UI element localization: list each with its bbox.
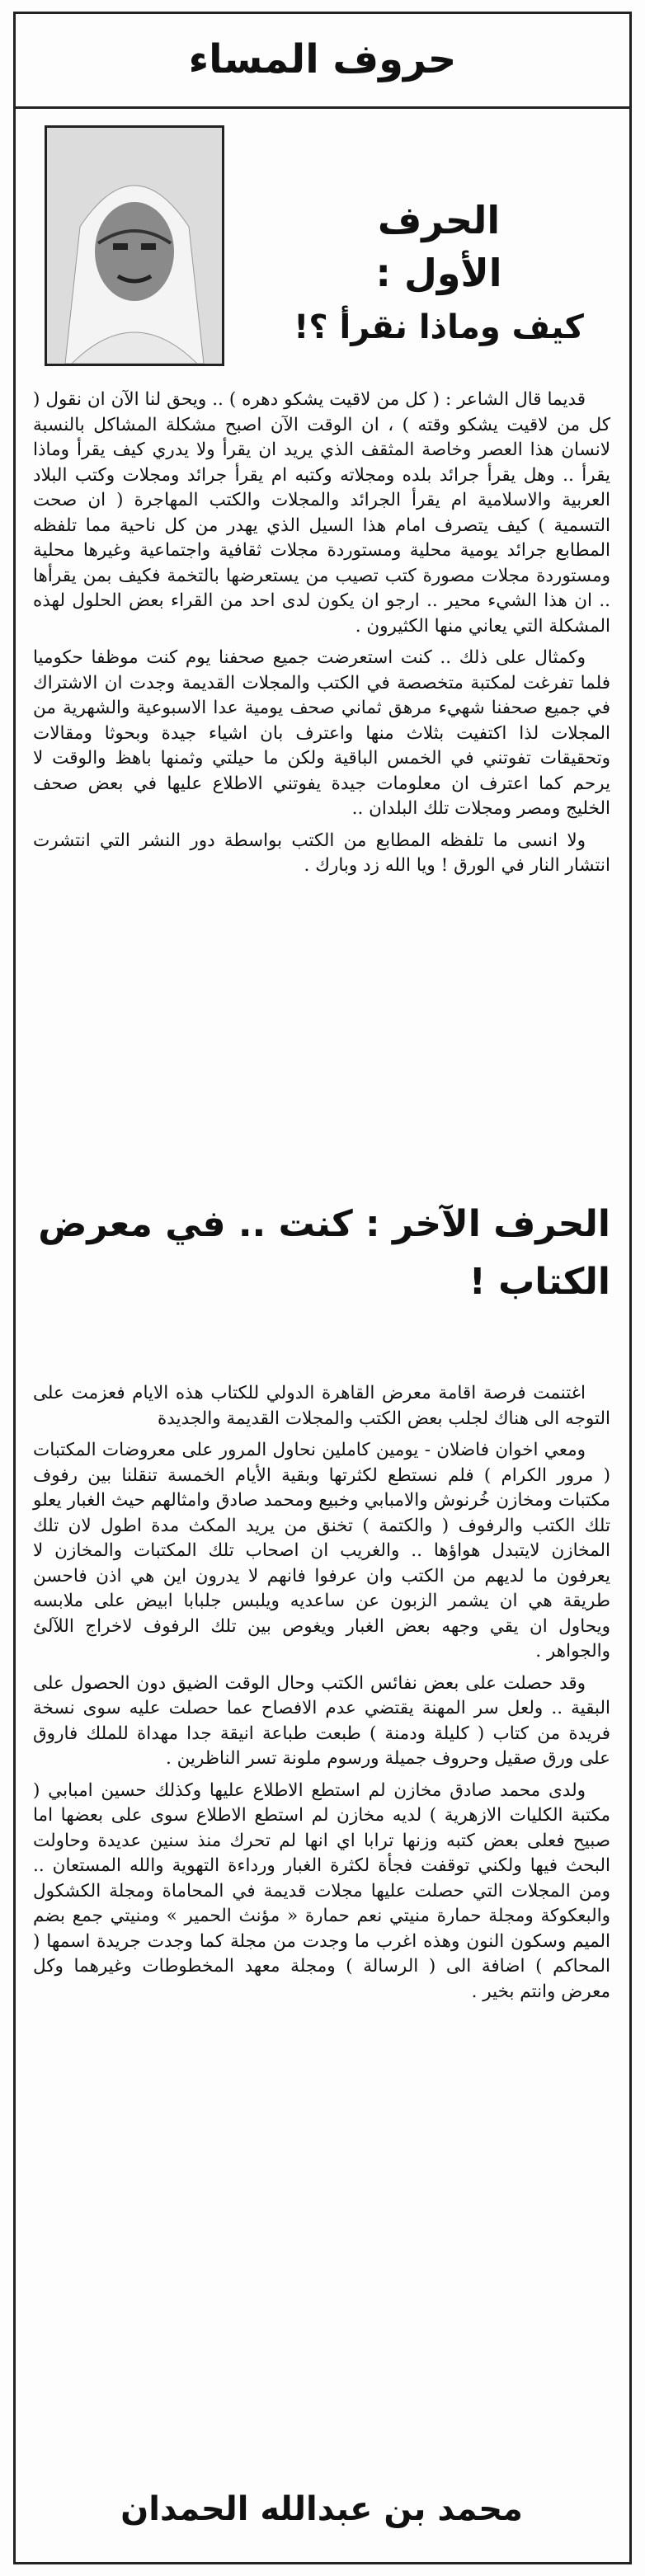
paragraph: وقد حصلت على بعض نفائس الكتب وحال الوقت الضيق دون الحصول على البقية .. ولعل سر المهنة يقتضي عدم الافصاح عما حصلت عليه سوى نسخة فريدة من كتاب ( كليلة ودمنة ) طبعت طباعة انيقة جدا مهداة للملك فاروق على ورق صقيل وحروف جميلة ورسوم ملونة تسر الناظرين . xyxy=(33,1672,610,1769)
column-title: حروف المساء xyxy=(188,35,457,82)
section-two-body xyxy=(33,1381,610,2011)
intro-line-2: الأول : xyxy=(375,251,502,295)
author-signature: محمد بن عبدالله الحمدان xyxy=(120,2490,523,2528)
paragraph: قديما قال الشاعر : ( كل من لاقيت يشكو دهره ) .. ويحق لنا الآن ان نقول ( كل من لاقيت يشكو وقته ) ، ان الوقت الآن اصبح مشكلة المشاكل بالنسبة لانسان هذا العصر وخاصة المثقف الذي يريد ان يقرأ ولا يدري كيف يقرأ وماذا يقرأ .. وهل يقرأ جرائد بلده ومجلاته وكتبه ام يقرأ جرائد ومجلات وكتب البلاد العربية والاسلامية ام يقرأ الجرائد والمجلات والكتب المهاجرة ( ان صحت التسمية ) كيف يتصرف امام هذا السيل الذي يهدر من كل ناحية مما تلفظه المطابع جرائد يومية محلية ومستوردة مجلات ثقافية واجتماعية وغيرها محلية ومستوردة مجلات مصورة كتب تصيب من يستعرضها بالتخمة فكيف بمن يقرأها .. ان هذا الشيء محير .. ارجو ان يكون لدى احد من القراء بعض الحلول لهذه المشكلة التي يعاني منها الكثيرون . xyxy=(33,389,610,637)
paragraph: اغتنمت فرصة اقامة معرض القاهرة الدولي للكتاب هذه الايام فعزمت على التوجه الى هناك لجلب بعض الكتب والمجلات القديمة والجديدة xyxy=(33,1383,610,1429)
author-portrait-image xyxy=(47,128,222,364)
paragraph: ولدى محمد صادق مخازن لم استطع الاطلاع عليها وكذلك حسين امبابي ( مكتبة الكليات الازهرية ) لديه مخازن لم استطع الاطلاع سوى على بعضها اما صبيح فعلى بعض كتبه وزنها ترابا اي انها لم تحرك منذ سنين عديدة وحاولت البحث فيها ولكني توقفت فجأة لكثرة الغبار ورداءة التهوية والله المستعان .. ومن المجلات التي حصلت عليها مجلات قديمة في المحاماة ومجلة الكشكول والبعكوكة ومجلة حمارة منيتي نعم حمارة « مؤنث الحمير » ومنيتي جمع بضم الميم وسكون النون وهذه اغرب ما وجدت من مجلة كما وجدت جريدة اسمها ( المحاكم ) اضافة الى ( الرسالة ) ومجلة معهد المخطوطات وغيرهما وكل معرض وانتم بخير . xyxy=(33,1779,610,2002)
section-two-heading: الحرف الآخر : كنت .. في معرض الكتاب ! xyxy=(38,1203,610,1303)
intro-line-1: الحرف xyxy=(377,198,501,242)
author-photo xyxy=(45,125,224,366)
first-letter-title xyxy=(266,198,612,346)
column-header xyxy=(13,12,632,109)
paragraph: وكمثال على ذلك .. كنت استعرضت جميع صحفنا يوم كنت موظفا حكوميا فلما تفرغت لمكتبة متخصصة في الكتب والمجلات القديمة وجدت ان الاشتراك في جميع صحفنا شهيء مرهق ثماني صحف يومية عدا الاسبوعية والشهرية من المجلات لذا اكتفيت بثلاث منها واعترف بان اشياء جيدة وبحوثا ومقالات وتحقيقات تفوتني في الخمس الباقية ولكن ما حيلتي وثمنها باهظ والوقت لا يرحم كما اعترف ان معلومات جيدة يفوتني الاطلاع عليها في بعض صحف الخليج ومصر ومجلات تلك البلدان .. xyxy=(33,647,610,819)
intro-line-3: كيف وماذا نقرأ ؟! xyxy=(294,308,584,346)
section-one-body xyxy=(33,388,610,886)
paragraph: ولا انسى ما تلفظه المطابع من الكتب بواسطة دور النشر التي انتشرت انتشار النار في الورق ! ويا الله زد وبارك . xyxy=(33,830,610,876)
paragraph: ومعي اخوان فاضلان - يومين كاملين نحاول المرور على معروضات المكتبات ( مرور الكرام ) فلم نستطع لكثرتها وبقية الأيام الخمسة تنقلنا بين رفوف مكتبات ومخازن خُرنوش والامبابي وخبيع ومحمد صادق وامثالهم حيث الغبار يعلو تلك الكتب والرفوف ( والكتمة ) تخنق من يريد المكث مدة اطول لان تلك المخازن لايتبدل هواؤها .. والغريب ان اصحاب تلك المكتبات والمخازن لا يعرفون ما لديهم من الكتب وان عرفوا فانهم لا يدرون اين هي اذن فاحسن طريقة هي ان يشمر الزبون عن ساعديه ويلبس جلبابا ابيض على ملابسه ويحاول ان يقي وجهه بعض الغبار ويغوص بين تلك الرفوف لاخراج اللآلئ والجواهر . xyxy=(33,1440,610,1662)
